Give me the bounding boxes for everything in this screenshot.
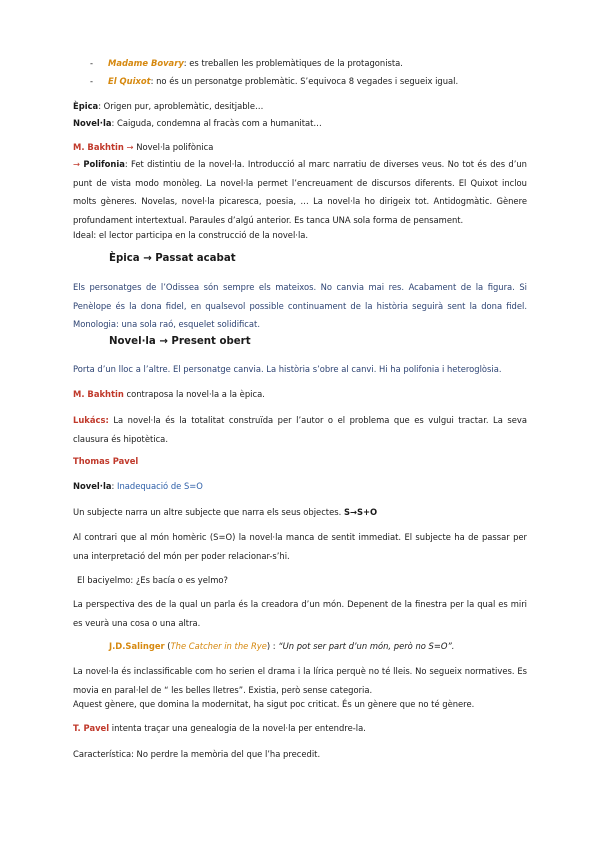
subjecte-text: Un subjecte narra un altre subjecte que narra els seus objectes. [73,507,344,517]
author-name: M. Bakhtin [73,389,124,399]
formula: S→S+O [343,507,378,517]
ideal-line: Ideal: el lector participa en la construcció de la novel·la. [73,230,309,240]
pavel2-text: intenta traçar una genealogia de la novel·la per entendre-la. [109,723,366,733]
heading-novela: Novel·la → Present obert [109,336,251,347]
bullet-item [90,54,403,72]
polifonia-label: Polifonia [83,159,125,169]
epica-label: Èpica [73,101,99,111]
bullet-text: : es treballen les problemàtiques de la protagonista. [183,58,403,68]
author-name: J.D.Salinger [109,641,165,651]
author-name: T. Pavel [73,723,110,733]
bakhtin-text: Novel·la polifònica [136,142,214,152]
pavel2-line [73,719,527,738]
paren-close: ) : [266,641,279,651]
salinger-quote: “Un pot ser part d’un món, però no S=O”. [278,641,455,651]
baciyelmo-line: El baciyelmo: ¿Es bacía o es yelmo? [77,575,228,585]
inadequacio-text: Inadequació de S=O [116,481,203,491]
lukacs-text: La novel·la és la totalitat construïda per l’autor o el problema que es vulgui tractar. La seva clausura és hipotètica. [73,415,527,444]
author-name: Lukács: [73,415,109,425]
aquest-line: Aquest gènere, que domina la modernitat, ha sigut poc criticat. És un gènere que no té gènere. [73,699,475,709]
perspectiva-paragraph: La perspectiva des de la qual un parla és la creadora d’un món. Depenent de la finestra per la qual es miri es veurà una cosa o una altra. [73,599,527,628]
epica-paragraph: Els personatges de l’Odissea són sempre els mateixos. No canvia mai res. Acabament de la figura. Si Penèlope és la dona fidel, en qualsevol possible continuament de la història seguirà sent la dona fidel. Monologia: una sola raó, esquelet solidificat. [73,282,527,329]
paren-open: ( [164,641,171,651]
heading-epica: Èpica → Passat acabat [109,253,236,264]
polifonia-text: : Fet distintiu de la novel·la. Introducció al marc narratiu de diverses veus. No tot és des d’un punt de vista modo monòleg. La novel·la permet l’encreuament de discursos diferents. El Quixot inclou molts gèneres. Novelas, novel·la picaresca, poesia, … La novel·la ho dirigeix tot. Antidogmàtic. Gènere profundament intertextual. Paraules d’algú anterior. Es tanca UNA sola forma de pensament. [73,159,527,225]
work-title: Madame Bovary [108,58,184,68]
bakhtin2-text: contraposa la novel·la a la èpica. [123,389,265,399]
novela-line [73,114,527,133]
homeric-paragraph: Al contrari que al món homèric (S=O) la novel·la manca de sentit immediat. El subjecte ha de passar per una interpretació del món per poder relacionar-s’hi. [73,532,527,561]
novela-text: : Caiguda, condemna al fracàs com a humanitat… [111,118,322,128]
bakhtin2-line [73,385,527,404]
arrow: → [73,159,84,169]
inclassificable-paragraph: La novel·la és inclassificable com ho serien el drama i la lírica perquè no té lleis. No segueix normatives. Es movia en paral·lel de “ les belles lletres”. Existia, però sense categoria. [73,666,527,695]
bakhtin-line [73,138,527,157]
salinger-line [109,637,563,656]
epica-line [73,97,527,116]
novela-sujet-line [73,477,527,496]
caracteristica-line: Característica: No perdre la memòria del que l’ha precedit. [73,749,321,759]
bullet-text: : no és un personatge problemàtic. S’equivoca 8 vegades i segueix igual. [150,76,459,86]
arrow: → [123,142,137,152]
colon: : [111,481,117,491]
bullet-dash: - [90,58,94,68]
subjecte-line [73,503,527,522]
novela-paragraph: Porta d’un lloc a l’altre. El personatge canvia. La història s’obre al canvi. Hi ha polifonia i heteroglòsia. [73,364,502,374]
book-title: The Catcher in the Rye [170,641,267,651]
polifonia-paragraph [73,155,527,229]
bullet-dash: - [90,76,94,86]
pavel-title: Thomas Pavel [73,456,139,466]
lukacs-paragraph [73,411,527,448]
novela-label: Novel·la [73,118,112,128]
novela-label: Novel·la [73,481,112,491]
author-name: M. Bakhtin [73,142,124,152]
work-title: El Quixot [108,76,151,86]
bullet-item [90,72,458,90]
epica-text: : Origen pur, aproblemàtic, desitjable… [98,101,264,111]
